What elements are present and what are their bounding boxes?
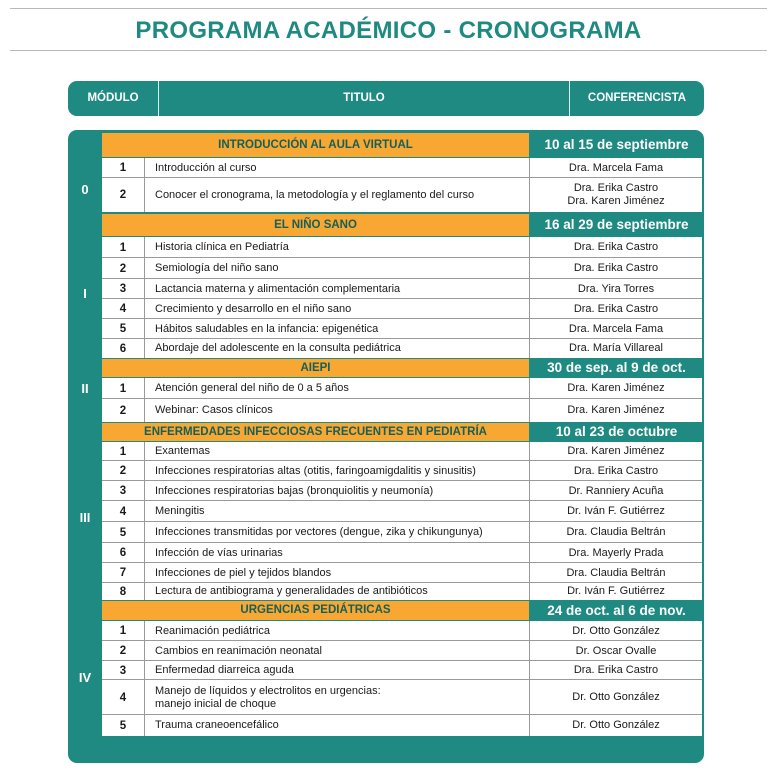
row-topic-line: Conocer el cronograma, la metodología y el reglamento del curso [155,188,475,201]
row-topic [145,339,530,358]
header-conferencista: CONFERENCISTA [587,92,687,104]
row-topic [145,543,530,563]
row-speaker [530,522,702,543]
row-topic-line: Introducción al curso [155,161,257,174]
row-topic-line: Infección de vías urinarias [155,546,283,559]
row-speaker [530,621,702,641]
table-row [102,461,702,481]
module-label: I [83,286,87,301]
row-topic [145,583,530,600]
module-date: 24 de oct. al 6 de nov. [547,603,686,618]
row-number: 5 [102,522,145,543]
top-rule [10,8,767,9]
row-topic-line: Infecciones transmitidas por vectores (dengue, zika y chikungunya) [155,526,483,538]
row-number: 3 [102,481,145,501]
row-speaker-line: Dra. Karen Jiménez [567,404,665,416]
row-topic [145,661,530,680]
row-topic [145,299,530,319]
row-number: 4 [102,501,145,522]
row-speaker-line: Dra. Erika Castro [573,262,659,274]
row-topic [145,522,530,543]
row-topic-line: Semiología del niño sano [155,262,279,274]
row-speaker-line: Dra. Erika Castro [573,302,659,315]
table-row [102,279,702,299]
module-label: IV [78,670,92,685]
row-topic [145,399,530,422]
table-row [102,178,702,212]
module-title-band: INTRODUCCIÓN AL AULA VIRTUAL [102,133,529,157]
module-label: II [81,381,89,396]
table-row [102,299,702,319]
row-speaker [530,501,702,522]
row-topic-line: Webinar: Casos clínicos [155,404,273,416]
module-date: 16 al 29 de septiembre [544,217,689,232]
row-speaker [530,399,702,422]
row-speaker [530,237,702,258]
module-date: 10 al 15 de septiembre [544,137,689,152]
row-speaker [530,680,702,715]
table-row [102,258,702,279]
row-speaker-line: Dra. Erika Castro [573,241,659,253]
row-speaker [530,279,702,299]
row-speaker [530,543,702,563]
table-header [68,81,704,116]
row-topic-line: Reanimación pediátrica [155,624,270,637]
table-row [102,378,702,399]
row-speaker-line: Dra. Erika Castro [573,464,659,477]
row-speaker-line: Dra. Marcela Fama [568,322,664,335]
table-row [102,522,702,543]
row-topic-line: Atención general del niño de 0 a 5 años [155,382,349,394]
row-speaker-line: Dra. Karen Jiménez [567,445,665,457]
row-topic-line: Infecciones de piel y tejidos blandos [155,566,332,579]
module-label: 0 [81,182,89,197]
row-number: 4 [102,680,145,715]
row-number: 3 [102,279,145,299]
row-topic [145,715,530,736]
table-row [102,501,702,522]
row-topic [145,461,530,481]
row-number: 1 [102,378,145,399]
row-speaker [530,461,702,481]
row-topic [145,481,530,501]
row-topic [145,442,530,461]
row-topic-line: Cambios en reanimación neonatal [155,644,322,657]
row-number: 4 [102,299,145,319]
row-speaker-line: Dra. Yira Torres [577,282,655,295]
row-topic [145,279,530,299]
row-speaker-line: Dra. Claudia Beltrán [566,566,666,579]
row-topic [145,501,530,522]
row-speaker [530,178,702,212]
row-number: 7 [102,563,145,583]
row-speaker-line: Dr. Otto González [572,691,660,703]
row-topic-line: Meningitis [155,505,205,517]
row-topic [145,237,530,258]
row-number: 6 [102,543,145,563]
module-title-band: ENFERMEDADES INFECCIOSAS FRECUENTES EN PEDIATRÍA [102,423,529,441]
table-row [102,680,702,715]
table-row [102,583,702,600]
row-topic [145,258,530,279]
row-topic [145,378,530,399]
title-rule [10,50,767,51]
row-speaker-line: Dra. Karen Jiménez [567,195,665,207]
row-speaker-line: Dra. Marcela Fama [568,161,664,174]
row-topic-line: Lactancia materna y alimentación complementaria [155,282,401,295]
row-topic [145,158,530,178]
row-topic-line: Trauma craneoencefálico [155,719,279,731]
row-speaker [530,378,702,399]
table-row [102,715,702,736]
row-speaker-line: Dra. Erika Castro [573,664,659,676]
row-speaker [530,319,702,339]
table-row [102,661,702,680]
row-number: 1 [102,158,145,178]
module-title-band: URGENCIAS PEDIÁTRICAS [102,601,529,620]
header-modulo: MÓDULO [87,92,139,104]
row-speaker [530,641,702,661]
row-speaker [530,481,702,501]
row-number: 3 [102,661,145,680]
row-topic-line: Lectura de antibiograma y generalidades de antibióticos [155,585,428,597]
row-speaker-line: Dr. Otto González [572,719,660,731]
table-row [102,399,702,422]
row-number: 2 [102,641,145,661]
row-topic [145,680,530,715]
table-row [102,543,702,563]
row-speaker-line: Dra. Erika Castro [573,182,659,194]
row-number: 1 [102,621,145,641]
row-speaker [530,583,702,600]
row-number: 2 [102,461,145,481]
table-row [102,621,702,641]
row-topic [145,621,530,641]
row-speaker-line: Dr. Ranniery Acuña [568,484,664,497]
row-speaker-line: Dr. Oscar Ovalle [575,644,657,657]
row-speaker [530,299,702,319]
table-row [102,442,702,461]
row-topic-line: Crecimiento y desarrollo en el niño sano [155,302,352,315]
module-date: 10 al 23 de octubre [555,424,678,439]
row-speaker [530,661,702,680]
row-topic-line: Hábitos saludables en la infancia: epigenética [155,322,379,335]
row-topic-line: manejo inicial de choque [155,697,277,710]
module-title-band: AIEPI [102,359,529,377]
row-number: 1 [102,237,145,258]
row-number: 6 [102,339,145,358]
row-topic [145,641,530,661]
row-topic-line: Abordaje del adolescente en la consulta pediátrica [155,342,401,354]
row-topic [145,563,530,583]
table-row [102,319,702,339]
row-number: 1 [102,442,145,461]
module-date: 30 de sep. al 9 de oct. [547,360,686,375]
row-speaker-line: Dra. Karen Jiménez [567,382,665,394]
table-row [102,237,702,258]
row-number: 2 [102,399,145,422]
table-row [102,641,702,661]
row-number: 5 [102,715,145,736]
row-topic-line: Historia clínica en Pediatría [155,241,289,253]
row-speaker-line: Dr. Iván F. Gutiérrez [567,505,665,517]
row-number: 8 [102,583,145,600]
row-speaker [530,563,702,583]
page-title: PROGRAMA ACADÉMICO - CRONOGRAMA [135,17,642,44]
module-title-band: EL NIÑO SANO [102,214,529,236]
row-topic-line: Infecciones respiratorias altas (otitis, faringoamigdalitis y sinusitis) [155,464,476,477]
row-number: 2 [102,258,145,279]
row-speaker-line: Dr. Iván F. Gutiérrez [567,585,665,597]
row-number: 5 [102,319,145,339]
row-speaker-line: Dra. Mayerly Prada [568,546,664,559]
module-label: III [79,510,91,525]
row-speaker-line: Dra. María Villareal [569,342,663,354]
row-speaker-line: Dra. Claudia Beltrán [566,526,666,538]
row-topic-line: Enfermedad diarreica aguda [155,664,294,676]
row-number: 2 [102,178,145,212]
row-topic-line: Exantemas [155,445,211,457]
row-speaker [530,715,702,736]
row-topic-line: Manejo de líquidos y electrolitos en urgencias: [155,684,381,697]
row-speaker-line: Dr. Otto González [572,624,660,637]
row-speaker [530,442,702,461]
table-row [102,158,702,178]
row-speaker [530,339,702,358]
row-speaker [530,158,702,178]
row-topic-line: Infecciones respiratorias bajas (bronquiolitis y neumonía) [155,484,434,497]
table-row [102,481,702,501]
row-topic [145,178,530,212]
header-titulo: TITULO [343,92,385,104]
row-speaker [530,258,702,279]
table-row [102,339,702,358]
table-row [102,563,702,583]
row-topic [145,319,530,339]
